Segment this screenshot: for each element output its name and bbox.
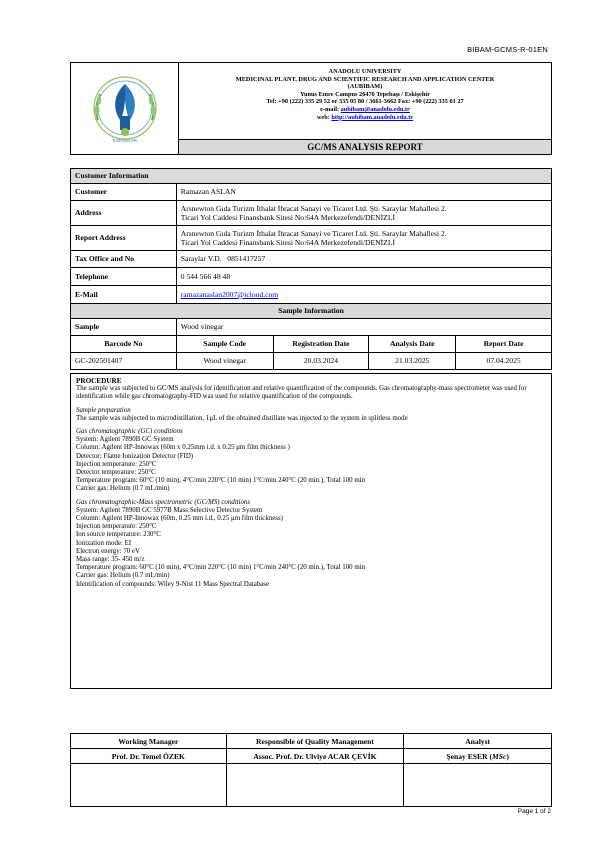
procedure-section bbox=[70, 373, 552, 689]
center-web-link[interactable]: http://aubibam.anadolu.edu.tr bbox=[331, 113, 414, 121]
barcode-header: Barcode No bbox=[71, 336, 177, 353]
gc-condition-line: System: Agilent 7890B GC System bbox=[76, 436, 174, 444]
gcms-condition-line: Carrier gas: Helium (0.7 mL/min) bbox=[76, 572, 170, 580]
address-label: Address bbox=[71, 201, 177, 226]
quality-manager-header: Responsible of Quality Management bbox=[226, 734, 404, 749]
customer-sample-table bbox=[70, 168, 552, 370]
telephone-value: 0 544 566 48 48 bbox=[176, 268, 551, 286]
aubibam-logo-icon bbox=[86, 70, 164, 148]
procedure-intro: The sample was subjected to GC/MS analysis for identification and relative quantification of the compounds. Gas chromatography-mass spectrometer was used for identification while gas chromatography-FID was used for relative quantification of the compounds. bbox=[76, 385, 527, 401]
working-manager-header: Working Manager bbox=[71, 734, 227, 749]
header-info bbox=[179, 63, 551, 154]
sample-value: Wood vinegar bbox=[176, 319, 551, 336]
logo-cell bbox=[71, 63, 179, 154]
center-web-line: web: http://aubibam.anadolu.edu.tr bbox=[316, 113, 414, 121]
gc-condition-line: Detector temperature: 250°C bbox=[76, 469, 156, 477]
institution-details bbox=[179, 63, 551, 139]
gcms-condition-line: Ion source temperature: 230°C bbox=[76, 531, 161, 539]
report-address-value: Arsnewton Gıda Turizm İthalat İhracat Sanayi ve Ticaret Ltd. Şti. Saraylar Mahallesi 2. Ticari Yol Caddesi Finansbank Sitesi No:64A Merkezefendi/DENİZLİ bbox=[176, 226, 551, 251]
working-manager-name: Prof. Dr. Temel ÖZEK bbox=[71, 749, 227, 764]
gcms-condition-line: Electron energy: 70 eV bbox=[76, 547, 140, 555]
sample-code-header: Sample Code bbox=[176, 336, 273, 353]
customer-value: Ramazan ASLAN bbox=[176, 184, 551, 201]
quality-manager-signature bbox=[226, 764, 404, 807]
center-abbreviation: (AUBIBAM) bbox=[347, 83, 383, 91]
center-phone: Tel: +90 (222) 335 29 52 or 335 05 80 / 3661-3662 Fax: +90 (222) 335 01 27 bbox=[266, 98, 464, 106]
gc-conditions-title: Gas chromatographic (GC) conditions bbox=[76, 428, 183, 436]
center-name: MEDICINAL PLANT, DRUG AND SCIENTIFIC RESEARCH AND APPLICATION CENTER bbox=[235, 75, 495, 83]
email-label: E-Mail bbox=[71, 286, 177, 304]
quality-manager-name: Assoc. Prof. Dr. Ulviye ACAR ÇEVİK bbox=[226, 749, 404, 764]
gcms-condition-line: Injection temperature: 250°C bbox=[76, 523, 157, 531]
university-name: ANADOLU UNIVERSITY bbox=[328, 68, 402, 75]
report-date-header: Report Date bbox=[456, 336, 552, 353]
gcms-condition-line: Identification of compounds: Wiley 9-Nist 11 Mass Spectral Database bbox=[76, 580, 269, 588]
gcms-condition-line: Column: Agilent HP-Innowax (60m, 0.25 mm i.d., 0.25 μm film thickness) bbox=[76, 515, 283, 523]
document-code: BIBAM-GCMS-R-01EN bbox=[467, 45, 548, 54]
sample-preparation-title: Sample preparation bbox=[76, 406, 131, 414]
center-address: Yunus Emre Campus 26470 Tepebaşı / Eskişehir bbox=[300, 90, 430, 98]
customer-label: Customer bbox=[71, 184, 177, 201]
analyst-signature bbox=[404, 764, 552, 807]
analysis-date-value: 21.03.2025 bbox=[369, 353, 456, 370]
gc-condition-line: Carrier gas: Helium (0.7 mL/min) bbox=[76, 485, 170, 493]
customer-email-link[interactable]: ramazanaslan2007@icloud.com bbox=[180, 289, 279, 299]
gc-conditions-list bbox=[76, 436, 546, 493]
gcms-condition-line: Temperature program: 60°C (10 min), 4°C/min 220°C (10 min) 1°C/min 240°C (20 min.), Total 100 min bbox=[76, 564, 366, 572]
report-header bbox=[70, 62, 552, 155]
sample-section-title: Sample Information bbox=[71, 304, 552, 319]
gcms-condition-line: Mass range: 35- 450 m/z bbox=[76, 556, 145, 564]
gc-condition-line: Temperature program: 60°C (10 min), 4°C/min 220°C (10 min) 1°C/min 240°C (20 min.), Total 100 min bbox=[76, 477, 366, 485]
tax-label: Tax Office and No bbox=[71, 251, 177, 268]
registration-date-header: Registration Date bbox=[273, 336, 369, 353]
report-date-value: 07.04.2025 bbox=[456, 353, 552, 370]
sample-label: Sample bbox=[71, 319, 177, 336]
registration-date-value: 20.03.2024 bbox=[273, 353, 369, 370]
gcms-condition-line: System: Agilent 7890B GC 5977B Mass Selective Detector System bbox=[76, 506, 263, 514]
analysis-date-header: Analysis Date bbox=[369, 336, 456, 353]
working-manager-signature bbox=[71, 764, 227, 807]
report-address-label: Report Address bbox=[71, 226, 177, 251]
report-title: GC/MS ANALYSIS REPORT bbox=[179, 139, 551, 154]
gc-condition-line: Detector: Flame Ionization Detector (FID) bbox=[76, 452, 194, 460]
page-number: Page 1 of 2 bbox=[517, 808, 551, 815]
sample-preparation-text: The sample was subjected to microdistillation, 1μL of the obtained distillate was injected to the system in splitless mode bbox=[76, 414, 408, 422]
signature-table bbox=[70, 733, 552, 807]
email-value bbox=[176, 286, 551, 304]
center-email-line: e-mail: aubibam@anadolu.edu.tr bbox=[320, 105, 410, 113]
gcms-condition-line: Ionization mode: EI bbox=[76, 539, 132, 547]
address-value: Arsnewton Gıda Turizm İthalat İhracat Sanayi ve Ticaret Ltd. Şti. Saraylar Mahallesi 2. Ticari Yol Caddesi Finansbank Sitesi No:64A Merkezefendi/DENİZLİ bbox=[176, 201, 551, 226]
gcms-conditions-title: Gas chromatographic-Mass spectrometric (GC/MS) conditions bbox=[76, 498, 251, 506]
svg-text:ESKİŞEHİR: ESKİŞEHİR bbox=[112, 137, 137, 143]
barcode-value: GC-202501407 bbox=[71, 353, 177, 370]
gcms-conditions-list bbox=[76, 507, 546, 589]
customer-section-title: Customer Information bbox=[71, 169, 552, 184]
procedure-title: PROCEDURE bbox=[76, 377, 122, 385]
center-email-link[interactable]: aubibam@anadolu.edu.tr bbox=[340, 105, 410, 113]
sample-code-value: Wood vinegar bbox=[176, 353, 273, 370]
gc-condition-line: Column: Agilent HP-Innowax (60m x 0.25mm i.d. x 0.25 μm film thickness ) bbox=[76, 444, 290, 452]
tax-value: Saraylar V.D. 0851417257 bbox=[176, 251, 551, 268]
gc-condition-line: Injection temperature: 250°C bbox=[76, 460, 157, 468]
analyst-name: Şenay ESER (MSc) bbox=[404, 749, 552, 764]
telephone-label: Telephone bbox=[71, 268, 177, 286]
analyst-header: Analyst bbox=[404, 734, 552, 749]
